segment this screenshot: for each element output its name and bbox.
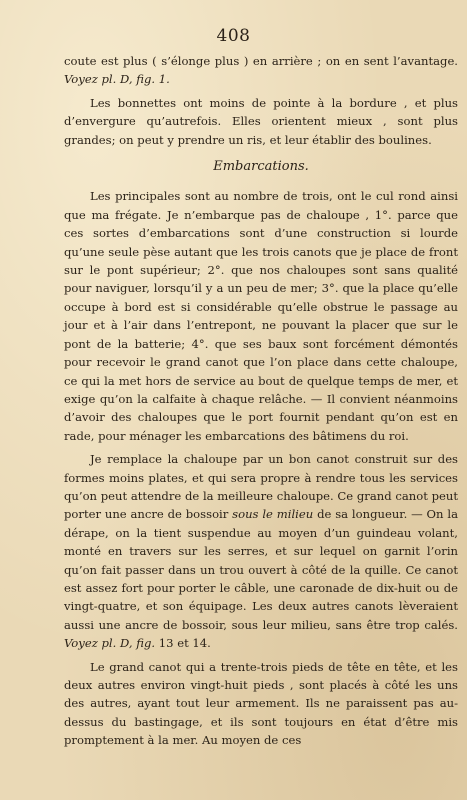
paragraph-text: Les principales sont au nombre de trois, ont le cul rond ainsi que ma frégate. Je n’embarque pas de chaloupe , 1°. parce que ces sortes d’embarcations sont d’une construction si lourde qu’une seule pèse autant que les trois canots que je place de front sur le pont supérieur; 2°. que nos chaloupes sont sans qualité pour naviguer, lorsqu’il y a un peu de mer; 3°. que la place qu’elle occupe à bord est si considérable qu’elle obstrue le passage au jour et à l’air dans l’entrepont, ne pouvant la placer que sur le pont de la batterie; 4°. que ses baux sont forcément démontés pour recevoir le grand canot que l’on place dans cette chaloupe, ce qui la met hors de service au bout de quelque temps de mer, et exige qu’on la calfaite à chaque relâche. — Il convient néanmoins d’avoir des chaloupes que le port fournit pendant qu’on est en rade, pour ménager les embarcations des bâtimens du roi. (64, 189, 458, 443)
page-number: 408 (216, 26, 251, 46)
paragraph-text: Le grand canot qui a trente-trois pieds de tête en tête, et les deux autres environ vingt-huit pieds , sont placés à côté les uns des autres, ayant tout leur armement. Ils ne paraissent pas au-dessus du bastingage, et ils sont toujours en état d’être mis promptement à la mer. Au moyen de ces (64, 659, 458, 748)
paragraph-text: Les bonnettes ont moins de pointe à la bordure , et plus d’envergure qu’autrefois. Elles orientent mieux , sont plus grandes; on peut y prendre un ris, et leur établir des boulines. (64, 95, 458, 147)
paragraph-text: de sa longueur. — On la dérape, on la tient suspendue au moyen d’un guindeau volant, monté en travers sur les serres, et sur lequel on garnit l’orin qu’on fait passer dans un trou ouvert à côté de la quille. Ce canot est assez fort pour porter le câble, une caronade de dix-huit ou de vingt-quatre, et son équipage. Les deux autres canots lèveraient aussi une ancre de bossoir, sous leur milieu, sans être trop calés. (64, 507, 458, 632)
figure-reference: Voyez pl. D, fig. 1. (64, 72, 170, 87)
emphasis-text: sous le milieu (232, 507, 314, 522)
page-text (64, 52, 458, 750)
paragraph-text: Je remplace la chaloupe par un bon canot construit sur des formes moins plates, et qui sera propre à rendre tous les services qu’on peut attendre de la meilleure chaloupe. Ce grand canot peut porter une ancre de bossoir (64, 452, 458, 522)
paragraph-text: coute est plus ( s’élonge plus ) en arrière ; on en sent l’avantage. (64, 54, 458, 68)
section-heading: Embarcations. (213, 159, 309, 175)
figure-reference: Voyez pl. D, fig. (64, 636, 156, 651)
paragraph-3 (64, 187, 458, 445)
paragraph-1 (64, 52, 458, 89)
paragraph-text: 13 et 14. (155, 636, 211, 651)
paragraph-2 (64, 94, 458, 149)
paragraph-5 (64, 658, 458, 750)
paragraph-4 (64, 450, 458, 652)
